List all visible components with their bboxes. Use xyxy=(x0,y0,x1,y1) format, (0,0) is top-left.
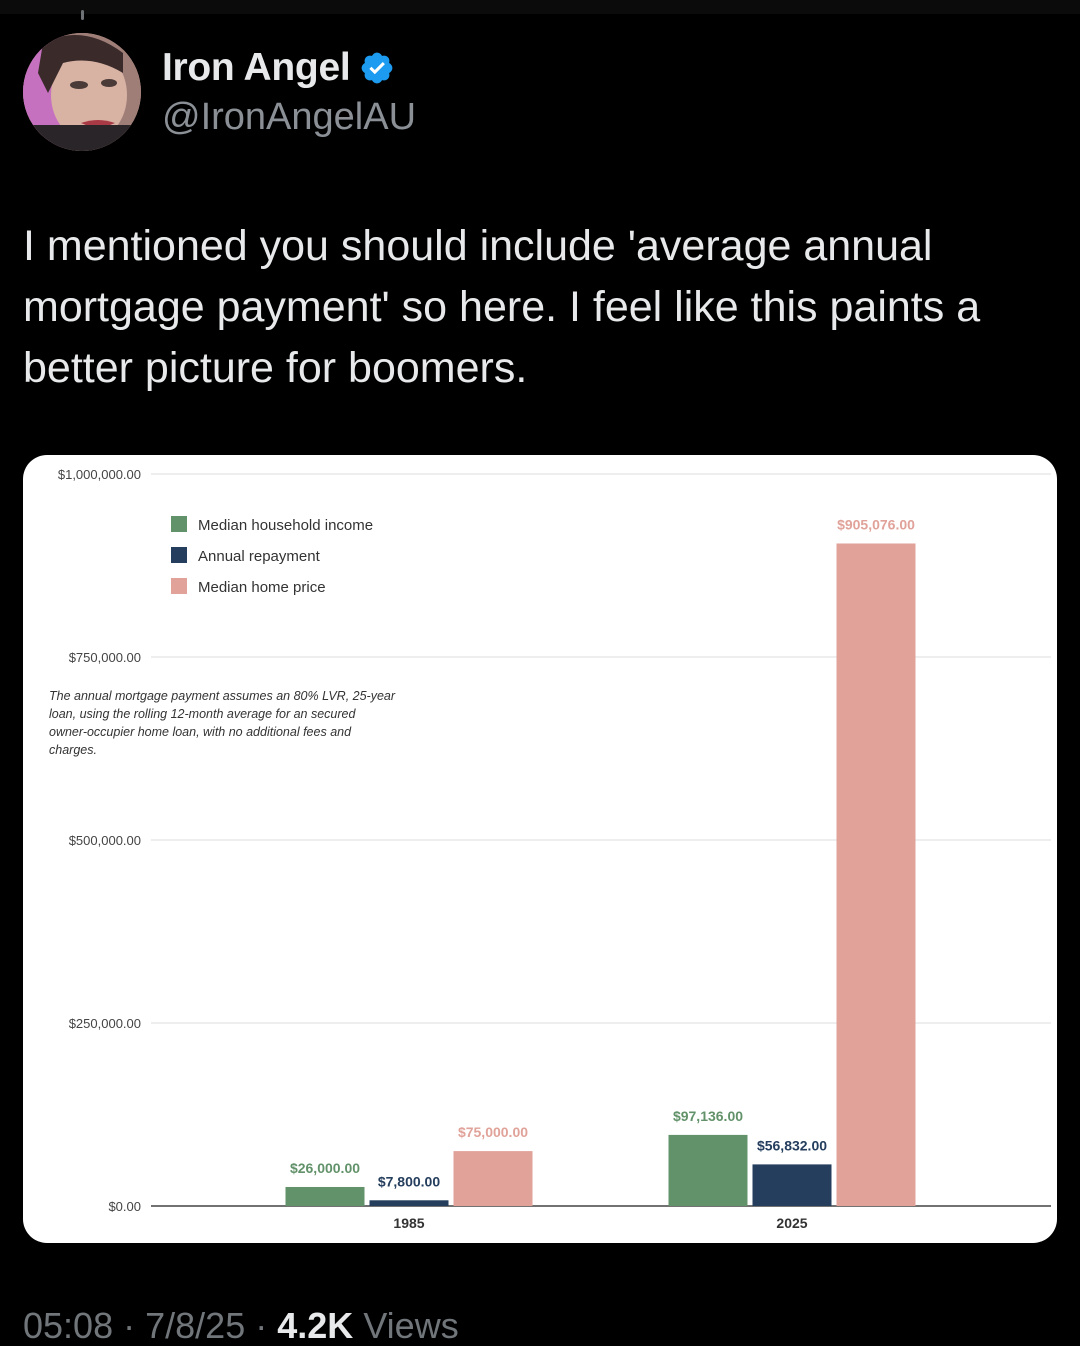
legend-label: Annual repayment xyxy=(198,548,320,565)
chart-annotation xyxy=(49,689,396,757)
status-strip xyxy=(0,0,1080,14)
data-label: $26,000.00 xyxy=(289,1159,361,1176)
y-tick-label: $750,000.00 xyxy=(68,650,141,665)
chart-annotation-line: The annual mortgage payment assumes an 80% LVR, 25-year xyxy=(49,689,396,703)
bar xyxy=(753,1164,832,1206)
verified-badge-icon xyxy=(359,50,395,86)
legend-label: Median home price xyxy=(198,579,326,596)
meta-separator: · xyxy=(123,1305,136,1346)
views-label[interactable]: Views xyxy=(363,1305,459,1346)
bar xyxy=(669,1135,748,1206)
data-label: $905,076.00 xyxy=(837,516,915,533)
tweet-time: 05:08 xyxy=(23,1305,114,1346)
legend-swatch xyxy=(171,516,187,532)
x-tick-label: 2025 xyxy=(776,1215,808,1231)
y-tick-label: $1,000,000.00 xyxy=(57,467,141,482)
data-label: $75,000.00 xyxy=(457,1124,529,1141)
y-tick-label: $250,000.00 xyxy=(68,1016,141,1031)
tweet-meta xyxy=(23,1305,459,1346)
bar xyxy=(286,1187,365,1206)
y-tick-label: $0.00 xyxy=(108,1199,141,1214)
tweet-text: I mentioned you should include 'average annual mortgage payment' so here. I feel like this paints a better picture for boomers. xyxy=(23,222,981,392)
legend-swatch xyxy=(171,578,187,594)
data-label: $7,800.00 xyxy=(377,1173,441,1190)
tweet-media-chart[interactable] xyxy=(23,455,1057,1243)
chart-annotation-line: loan, using the rolling 12-month average for an secured xyxy=(49,707,356,721)
views-count[interactable]: 4.2K xyxy=(277,1305,354,1346)
legend-swatch xyxy=(171,547,187,563)
legend-label: Median household income xyxy=(198,517,374,534)
data-label: $97,136.00 xyxy=(672,1107,744,1124)
bar xyxy=(454,1151,533,1206)
author-name[interactable]: Iron Angel xyxy=(162,46,351,89)
tweet-date[interactable]: 7/8/25 xyxy=(145,1305,246,1346)
chart-annotation-line: charges. xyxy=(49,743,97,757)
bar xyxy=(370,1200,449,1206)
avatar[interactable] xyxy=(23,33,141,151)
data-label: $56,832.00 xyxy=(756,1137,828,1154)
author-name-row[interactable] xyxy=(162,44,395,92)
chart-annotation-line: owner-occupier home loan, with no additional fees and xyxy=(49,725,352,739)
author-handle[interactable]: @IronAngelAU xyxy=(162,96,417,138)
y-tick-label: $500,000.00 xyxy=(68,833,141,848)
bar-chart xyxy=(23,455,1057,1243)
bar xyxy=(837,543,916,1206)
meta-separator: · xyxy=(255,1305,268,1346)
x-tick-label: 1985 xyxy=(393,1215,425,1231)
scroll-indicator xyxy=(81,10,84,20)
